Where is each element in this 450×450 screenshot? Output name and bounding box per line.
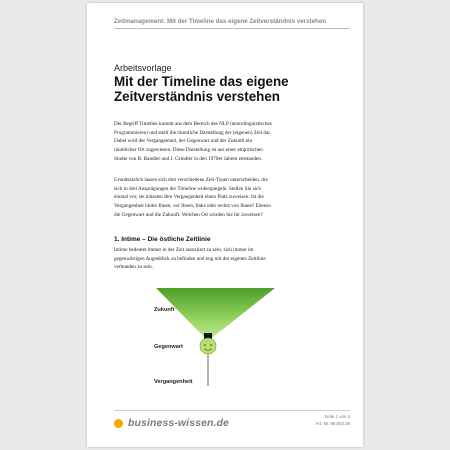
text-line: verbunden zu sein. [114, 264, 154, 271]
footer-meta [315, 413, 350, 427]
document-page [87, 3, 363, 447]
document-kicker: Arbeitsvorlage [114, 63, 172, 73]
text-line: einmal vor, sie müssten Ihre Vergangenheit einen Platz zuweisen: Ist die [114, 194, 264, 201]
timeline-diagram [87, 3, 363, 447]
person-head-icon [200, 338, 216, 354]
past-label: Vergangenheit [154, 379, 193, 385]
document-title: Mit der Timeline das eigene Zeitverständnis verstehen [114, 74, 289, 104]
running-header: Zeitmanagement: Mit der Timeline das eigene Zeitverständnis verstehen [114, 18, 327, 25]
footer-divider [114, 410, 350, 411]
logo-text: business-wissen.de [128, 417, 230, 429]
present-label: Gegenwart [154, 344, 183, 350]
eye-icon [204, 344, 206, 346]
article-number: Art.-Nr. 99.002.39 [315, 421, 350, 426]
text-line: Programmieren) und stellt die räumliche Darstellung der (eigenen) Zeit dar. [114, 129, 272, 136]
eye-icon [210, 344, 212, 346]
text-line: die Gegenwart und die Zukunft: Welchen Ort würden Sie ihr zuweisen? [114, 211, 263, 218]
logo-dot-icon [114, 419, 123, 428]
page-number: Seite 1 von 4 [324, 414, 350, 419]
future-label: Zukunft [154, 307, 175, 313]
text-line: Der Begriff Timeline kommt aus dem Bereich des NLP (neurolinguistisches [114, 121, 272, 127]
text-line: Dabei wird der Vergangenheit, der Gegenwart und der Zukunft ein [114, 138, 253, 145]
brand-logo [114, 417, 229, 429]
text-line: Studie von R. Bandler und J. Grindler in den 1970er Jahren entstanden. [114, 155, 263, 162]
text-line: räumlicher Ort zugewiesen. Diese Darstellung ist aus einer empirischen [114, 147, 263, 154]
section-heading: 1. Intime – Die östliche Zeitlinie [114, 236, 211, 243]
text-line: Intime bedeutet immer in der Zeit assoziiert zu sein, sich immer im [114, 247, 254, 253]
text-line: Vergangenheit hinter Ihnen, vor Ihnen, links oder rechts von Ihnen? Ebenso [114, 203, 271, 210]
text-line: sich in drei Ausprägungen der Timeline widerspiegeln. Stellen Sie sich [114, 185, 261, 192]
text-line: gegenwärtigen Augenblick zu befinden und eng mit der eigenen Zeitlinie [114, 255, 266, 262]
text-line: Grundsätzlich lassen sich drei verschiedene Zeit-Typen unterscheiden, die [114, 177, 268, 183]
future-cone [156, 288, 275, 341]
